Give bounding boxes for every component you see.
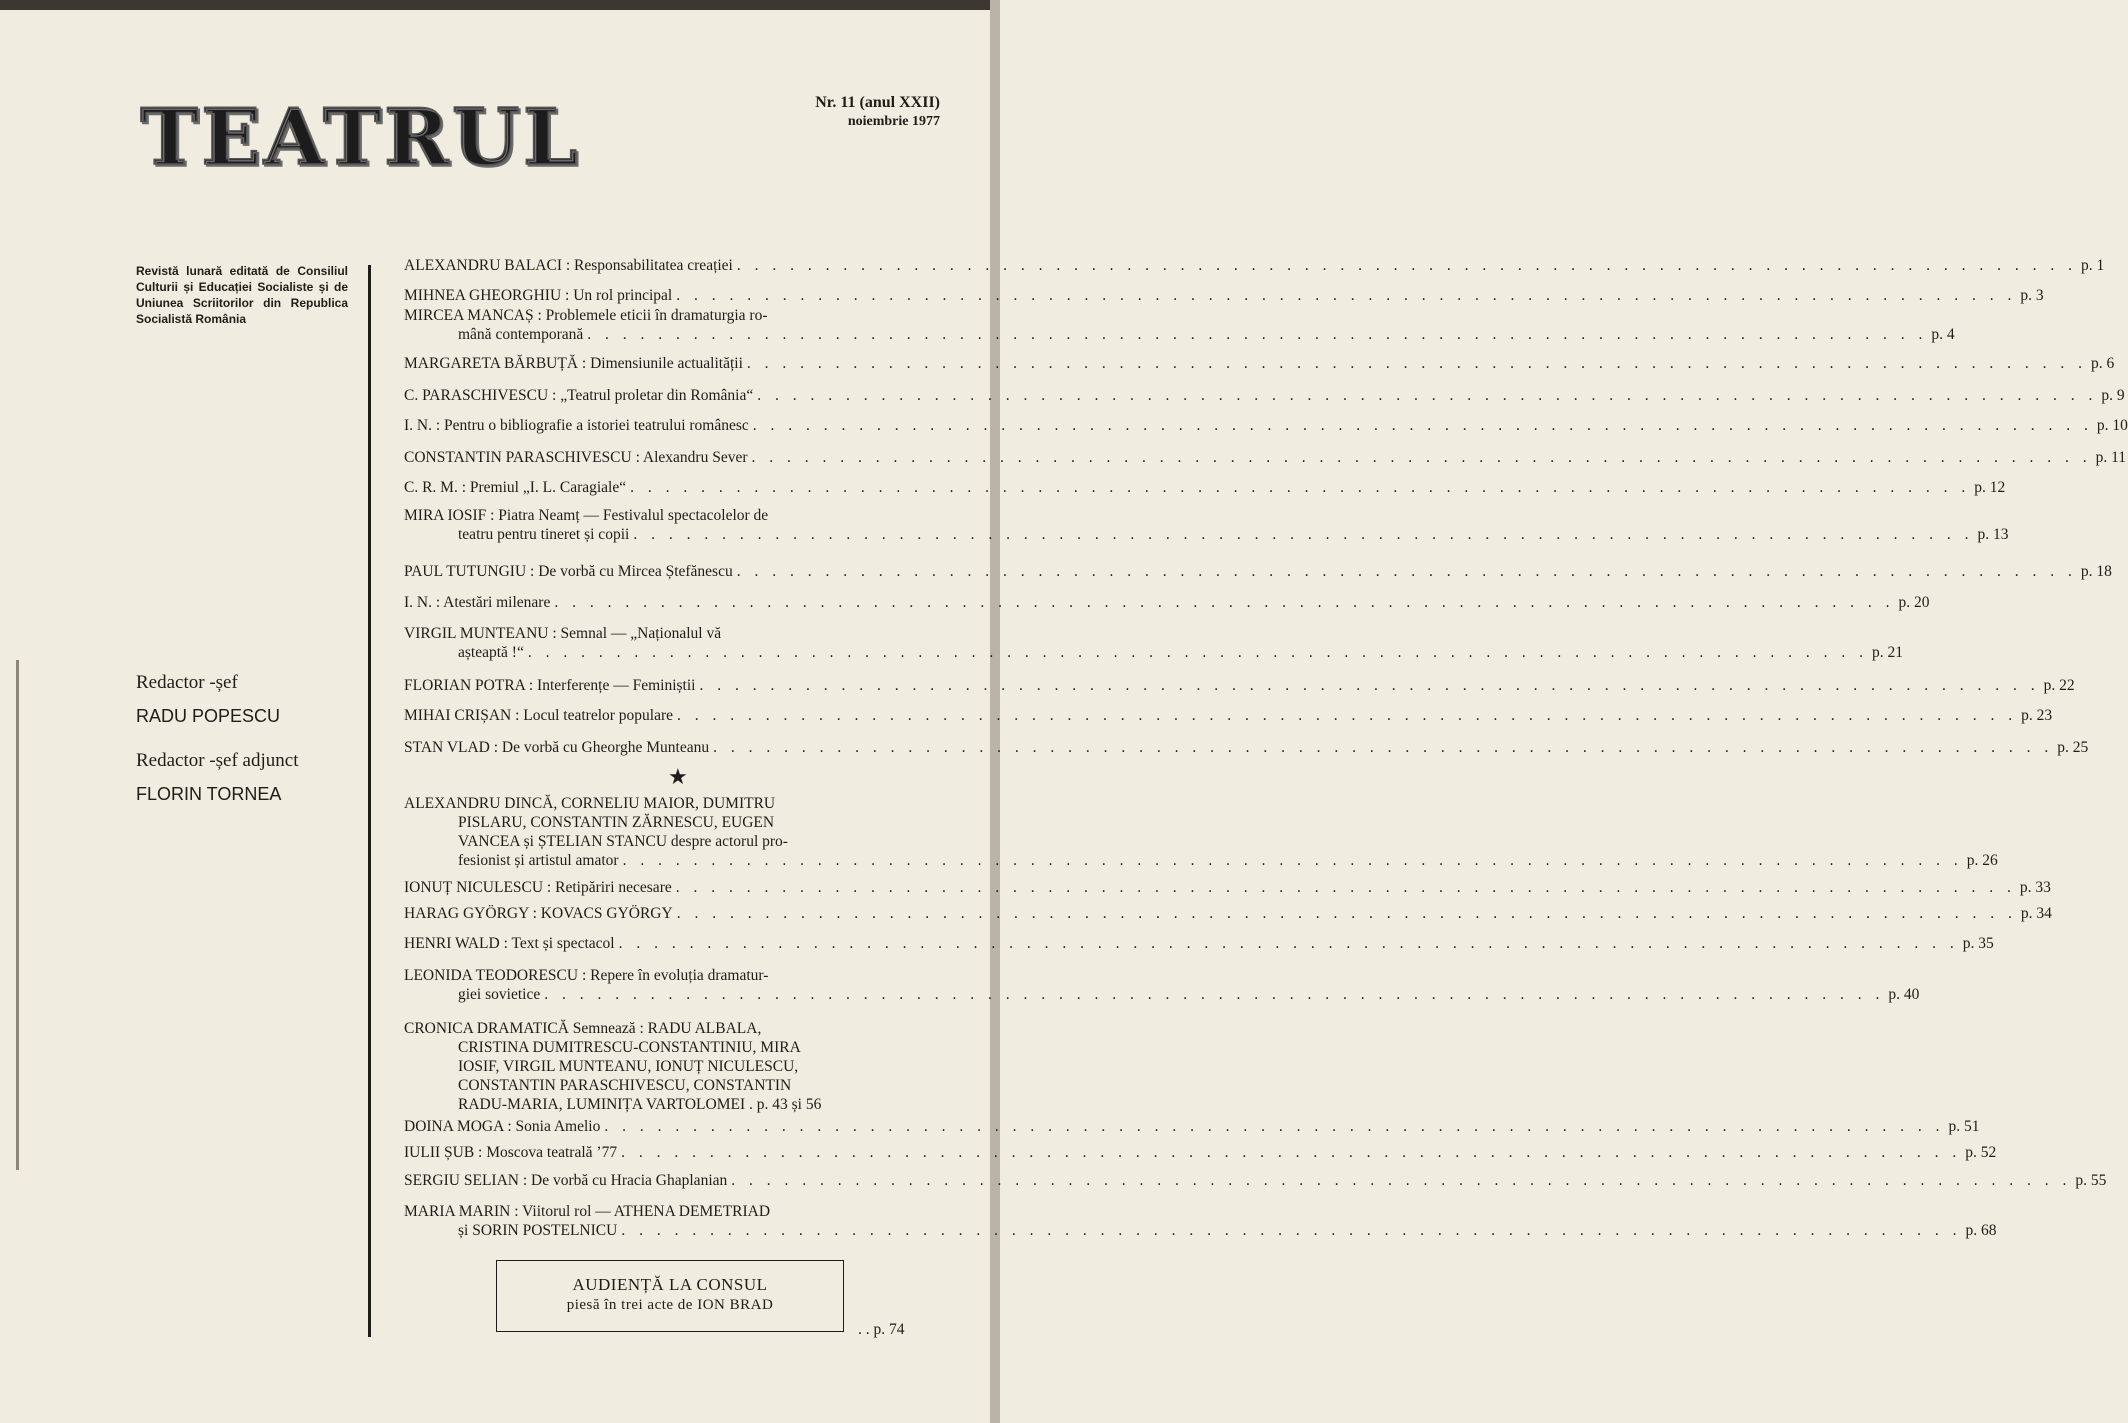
toc-page-number: p. 52 <box>1965 1144 1997 1161</box>
toc-entry-text: giei sovietice <box>458 986 541 1003</box>
issue-date: noiembrie 1977 <box>847 114 940 129</box>
toc-leader-dots <box>676 286 2016 305</box>
toc-entry <box>404 738 2089 757</box>
toc-entry-text: VANCEA și ȘTELIAN STANCU despre actorul pro- <box>458 833 788 850</box>
toc-entry <box>404 706 2053 725</box>
toc-entry-text: MIRCEA MANCAȘ : Problemele eticii în dramaturgia ro- <box>404 307 768 324</box>
toc-entry <box>404 416 2128 435</box>
toc-leader-dots <box>587 325 1927 344</box>
toc-entry-text: C. R. M. : Premiul „I. L. Caragiale“ <box>404 479 627 496</box>
issue-info <box>754 93 940 131</box>
toc-page-number: p. 51 <box>1948 1118 1980 1135</box>
editor-role: Redactor -șef <box>136 672 238 693</box>
toc-leader-dots <box>604 1117 1944 1136</box>
toc-entry <box>404 1202 1997 1240</box>
toc-entry <box>404 1143 1997 1162</box>
toc-leader-dots <box>621 1143 1961 1162</box>
toc-page-number: p. 21 <box>1871 644 1903 661</box>
toc-entry <box>404 966 1920 1004</box>
toc-entry-text: FLORIAN POTRA : Interferențe — Feminiștii <box>404 677 696 694</box>
toc-entry-text: I. N. : Pentru o bibliografie a istoriei teatrului românesc <box>404 417 749 434</box>
toc-leader-dots <box>677 904 2017 923</box>
toc-entry-text: SERGIU SELIAN : De vorbă cu Hracia Ghaplanian <box>404 1172 728 1189</box>
toc-entry <box>404 794 1998 870</box>
toc-leader-dots <box>713 738 2053 757</box>
toc-entry <box>404 256 2105 275</box>
toc-leader-dots <box>752 448 2092 467</box>
toc-entry <box>404 448 2127 467</box>
toc-leader-dots <box>619 934 1959 953</box>
toc-page-number: p. 20 <box>1898 594 1930 611</box>
toc-page-number: p. 26 <box>1966 852 1998 869</box>
toc-page-number: p. 6 <box>2091 355 2115 372</box>
toc-page-number: p. 33 <box>2019 879 2051 896</box>
toc-page-number: p. 25 <box>2057 739 2089 756</box>
toc-entry <box>404 1171 2107 1190</box>
toc-entry <box>404 1019 940 1114</box>
featured-play-box <box>496 1260 844 1332</box>
binding-mark <box>16 660 19 1170</box>
toc-entry <box>404 878 2051 897</box>
toc-leader-dots <box>753 416 2093 435</box>
featured-play-subtitle: piesă în trei acte de ION BRAD <box>566 1297 774 1313</box>
toc-entry <box>404 676 2075 695</box>
toc-entry-text: ALEXANDRU DINCĂ, CORNELIU MAIOR, DUMITRU <box>404 795 776 812</box>
toc-entry-text: CRONICA DRAMATICĂ Semnează : RADU ALBALA, <box>404 1020 762 1037</box>
toc-entry-text: PISLARU, CONSTANTIN ZĂRNESCU, EUGEN <box>458 814 775 831</box>
toc-entry-text: IOSIF, VIRGIL MUNTEANU, IONUȚ NICULESCU, <box>458 1058 799 1075</box>
toc-leader-dots <box>677 706 2017 725</box>
toc-entry-text: CONSTANTIN PARASCHIVESCU, CONSTANTIN <box>458 1077 792 1094</box>
toc-entry <box>404 1117 1980 1136</box>
toc-leader-dots <box>737 562 2077 581</box>
toc-page-number: p. 1 <box>2081 257 2105 274</box>
toc-entry <box>404 478 2006 497</box>
journal-logo <box>136 92 581 183</box>
page-top-edge <box>0 0 1000 10</box>
toc-page-number: p. 12 <box>1974 479 2006 496</box>
toc-leader-dots <box>528 643 1868 662</box>
toc-leader-dots <box>737 256 2077 275</box>
toc-entry-text: MIRA IOSIF : Piatra Neamț — Festivalul spectacolelor de <box>404 507 769 524</box>
logo-text: TEATRUL <box>140 92 581 183</box>
editor-name: RADU POPESCU <box>136 706 281 726</box>
toc-entry-text: MIHNEA GHEORGHIU : Un rol principal <box>404 287 673 304</box>
featured-play-page: . . p. 74 <box>858 1321 905 1338</box>
toc-entry-text: CRISTINA DUMITRESCU-CONSTANTINIU, MIRA <box>458 1039 801 1056</box>
deputy-role: Redactor -șef adjunct <box>136 750 299 771</box>
toc-leader-dots <box>676 878 2016 897</box>
toc-entry <box>404 562 2112 581</box>
toc-entry-text: HARAG GYÖRGY : KOVACS GYÖRGY <box>404 905 673 922</box>
deputy-name: FLORIN TORNEA <box>136 784 282 804</box>
toc-page-number: p. 3 <box>2020 287 2044 304</box>
toc-entry-text: ALEXANDRU BALACI : Responsabilitatea creației <box>404 257 733 274</box>
toc-entry-text: PAUL TUTUNGIU : De vorbă cu Mircea Ștefănescu <box>404 563 733 580</box>
toc-leader-dots <box>544 985 1884 1004</box>
toc-entry <box>404 624 1903 662</box>
toc-page-number: p. 10 <box>2096 417 2128 434</box>
toc-leader-dots <box>554 593 1894 612</box>
toc-page-number: p. 18 <box>2080 563 2112 580</box>
toc-leader-dots <box>699 676 2039 695</box>
toc-page-number: p. 9 <box>2101 387 2125 404</box>
toc-entry <box>404 506 2009 544</box>
toc-leader-dots <box>630 478 1970 497</box>
featured-play-title: AUDIENȚĂ LA CONSUL <box>572 1275 768 1294</box>
section-star: ★ <box>668 764 688 789</box>
toc-entry-text: RADU-MARIA, LUMINIȚA VARTOLOMEI . p. 43 și 56 <box>458 1096 822 1113</box>
toc-leader-dots <box>621 1221 1961 1240</box>
toc-entry <box>404 386 2125 405</box>
toc-entry-text: MIHAI CRIȘAN : Locul teatrelor populare <box>404 707 674 724</box>
toc-entry-text: HENRI WALD : Text și spectacol <box>404 935 615 952</box>
toc-leader-dots <box>757 386 2097 405</box>
toc-entry-text: MARIA MARIN : Viitorul rol — ATHENA DEMETRIAD <box>404 1203 771 1220</box>
toc-entry-text: DOINA MOGA : Sonia Amelio <box>404 1118 601 1135</box>
toc-leader-dots <box>623 851 1963 870</box>
toc-entry <box>404 306 1955 344</box>
toc-page-number: p. 13 <box>1977 526 2009 543</box>
toc-entry <box>404 354 2115 373</box>
toc-entry-text: I. N. : Atestări milenare <box>404 594 551 611</box>
toc-entry-text: LEONIDA TEODORESCU : Repere în evoluția dramatur- <box>404 967 769 984</box>
toc-leader-dots <box>731 1171 2071 1190</box>
toc-page-number: p. 68 <box>1965 1222 1997 1239</box>
toc-entry <box>404 934 1994 953</box>
toc-page-number: p. 23 <box>2021 707 2053 724</box>
toc-entry-text: mână contemporană <box>458 326 584 343</box>
toc-entry <box>404 904 2052 923</box>
toc-entry-text: teatru pentru tineret și copii <box>458 526 630 543</box>
toc-page-number: p. 11 <box>2095 449 2127 466</box>
toc-entry-text: așteaptă !“ <box>458 644 524 661</box>
toc-entry-text: CONSTANTIN PARASCHIVESCU : Alexandru Sever <box>404 449 748 466</box>
toc-entry-text: STAN VLAD : De vorbă cu Gheorghe Munteanu <box>404 739 710 756</box>
toc-entry-text: C. PARASCHIVESCU : „Teatrul proletar din România“ <box>404 387 754 404</box>
toc-page-number: p. 34 <box>2020 905 2052 922</box>
toc-entry-text: fesionist și artistul amator <box>458 852 619 869</box>
toc-page-number: p. 22 <box>2043 677 2075 694</box>
toc-entry-text: și SORIN POSTELNICU <box>458 1222 618 1239</box>
toc-page-number: p. 40 <box>1888 986 1920 1003</box>
toc-entry <box>404 593 1930 612</box>
toc-entry-text: IULII ȘUB : Moscova teatrală ’77 <box>404 1144 618 1161</box>
toc-page-number: p. 35 <box>1962 935 1994 952</box>
toc-page-number: p. 4 <box>1931 326 1955 343</box>
editorial-staff <box>136 671 356 827</box>
publisher-note: Revistă lunară editată de Consiliul Culturii și Educației Socialiste și de Uniunea Scriitorilor din Republica Socialistă România <box>136 264 348 326</box>
issue-number: Nr. 11 (anul XXII) <box>815 94 940 111</box>
toc-entry <box>404 286 2044 305</box>
toc-entry-text: VIRGIL MUNTEANU : Semnal — „Naționalul vă <box>404 625 722 642</box>
toc-leader-dots <box>633 525 1973 544</box>
toc-entry-text: IONUȚ NICULESCU : Retipăriri necesare <box>404 879 672 896</box>
toc-leader-dots <box>747 354 2087 373</box>
toc-page-number: p. 55 <box>2075 1172 2107 1189</box>
toc-entry-text: MARGARETA BĂRBUȚĂ : Dimensiunile actualității <box>404 355 743 372</box>
column-divider <box>368 265 371 1337</box>
